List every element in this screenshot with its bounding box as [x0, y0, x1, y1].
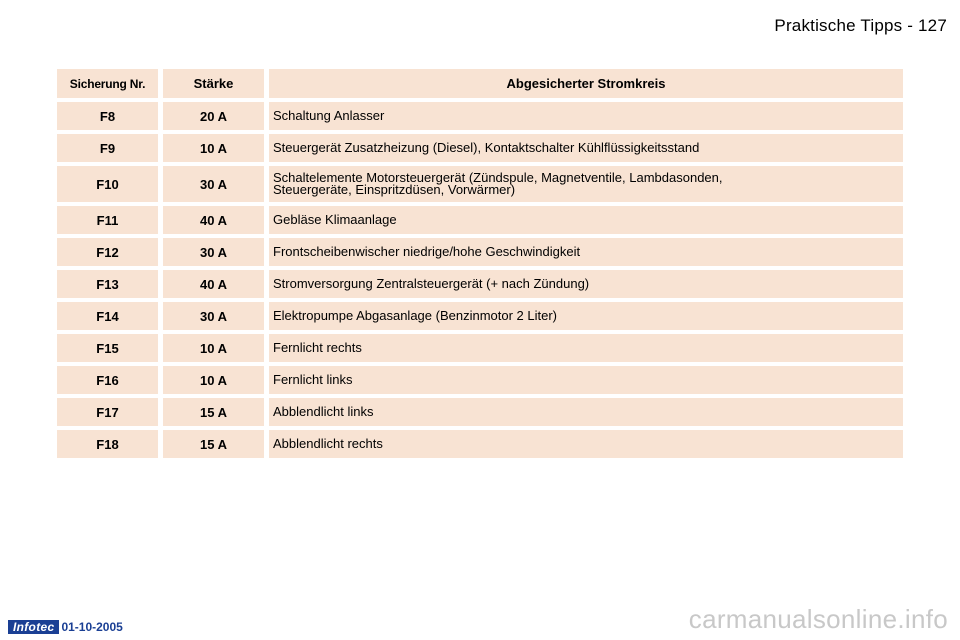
circuit-cell: Abblendlicht links	[264, 398, 903, 426]
circuit-cell-line-1: Schaltelemente Motorsteuergerät (Zündspule, Magnetventile, Lambdasonden,	[273, 170, 723, 185]
fuse-table	[57, 65, 903, 462]
amperage-cell: 20 A	[158, 102, 264, 130]
table-row	[57, 134, 903, 162]
amperage-cell: 30 A	[158, 302, 264, 330]
circuit-cell	[264, 166, 903, 202]
amperage-cell: 30 A	[158, 238, 264, 266]
table-row	[57, 366, 903, 394]
circuit-cell-line-2: Steuergeräte, Einspritzdüsen, Vorwärmer)	[273, 182, 516, 197]
fuse-number-cell: F17	[57, 398, 158, 426]
column-header-fuse-number: Sicherung Nr.	[57, 69, 158, 98]
table-row	[57, 302, 903, 330]
fuse-number-cell: F12	[57, 238, 158, 266]
page-header-title: Praktische Tipps - 127	[774, 16, 947, 35]
fuse-number-cell: F10	[57, 166, 158, 202]
table-row	[57, 238, 903, 266]
fuse-number-cell: F13	[57, 270, 158, 298]
table-row	[57, 430, 903, 458]
table-row	[57, 206, 903, 234]
circuit-cell: Fernlicht rechts	[264, 334, 903, 362]
amperage-cell: 30 A	[158, 166, 264, 202]
table-row	[57, 102, 903, 130]
fuse-number-cell: F8	[57, 102, 158, 130]
circuit-cell: Fernlicht links	[264, 366, 903, 394]
table-header-row	[57, 69, 903, 98]
watermark: carmanualsonline.info	[688, 604, 948, 634]
circuit-cell: Stromversorgung Zentralsteuergerät (+ nach Zündung)	[264, 270, 903, 298]
amperage-cell: 15 A	[158, 398, 264, 426]
table-row	[57, 166, 903, 202]
footer-date: 01-10-2005	[61, 620, 123, 634]
table-row	[57, 334, 903, 362]
amperage-cell: 10 A	[158, 134, 264, 162]
fuse-number-cell: F14	[57, 302, 158, 330]
amperage-cell: 10 A	[158, 366, 264, 394]
amperage-cell: 15 A	[158, 430, 264, 458]
column-header-circuit: Abgesicherter Stromkreis	[264, 69, 903, 98]
circuit-cell: Schaltung Anlasser	[264, 102, 903, 130]
footer	[8, 620, 123, 634]
fuse-number-cell: F16	[57, 366, 158, 394]
amperage-cell: 10 A	[158, 334, 264, 362]
table-row	[57, 270, 903, 298]
table-row	[57, 398, 903, 426]
fuse-number-cell: F11	[57, 206, 158, 234]
circuit-cell: Steuergerät Zusatzheizung (Diesel), Kontaktschalter Kühlflüssigkeitsstand	[264, 134, 903, 162]
fuse-number-cell: F18	[57, 430, 158, 458]
circuit-cell: Gebläse Klimaanlage	[264, 206, 903, 234]
fuse-number-cell: F15	[57, 334, 158, 362]
amperage-cell: 40 A	[158, 206, 264, 234]
circuit-cell: Elektropumpe Abgasanlage (Benzinmotor 2 Liter)	[264, 302, 903, 330]
column-header-amperage: Stärke	[158, 69, 264, 98]
infotec-logo: Infotec	[8, 620, 59, 634]
circuit-cell: Frontscheibenwischer niedrige/hohe Geschwindigkeit	[264, 238, 903, 266]
amperage-cell: 40 A	[158, 270, 264, 298]
fuse-number-cell: F9	[57, 134, 158, 162]
circuit-cell: Abblendlicht rechts	[264, 430, 903, 458]
